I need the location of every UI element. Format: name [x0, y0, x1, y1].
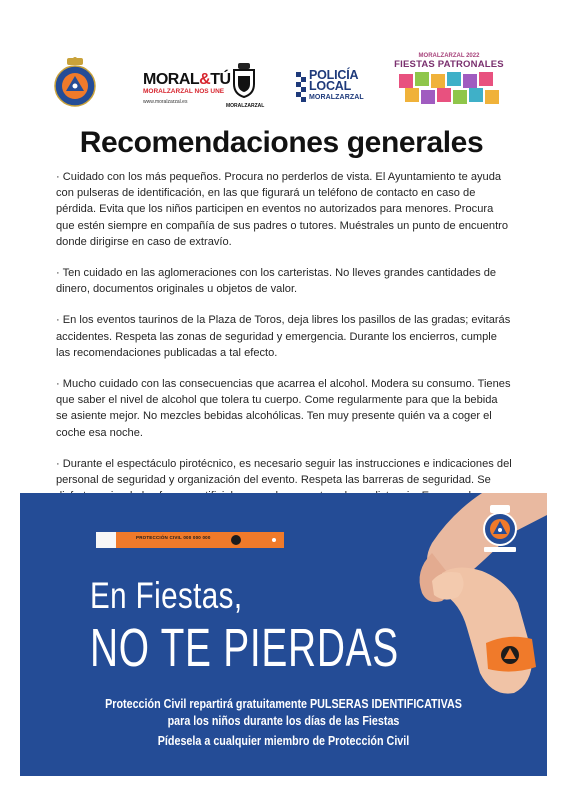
paragraph-fireworks: · Durante el espectáculo pirotécnico, es necesario seguir las instrucciones e indicaciones del personal de seguridad y organización del evento. Respeta las barreras de seguridad. Se [56, 457, 512, 487]
paragraph-pickpockets: · Ten cuidado en las aglomeraciones con los carteristas. No lleves grandes cantidades de dinero, documentos originales u objetos de valor. [56, 267, 497, 296]
ayuntamiento-label: MORALZARZAL [226, 103, 265, 109]
ayuntamiento-logo [226, 62, 265, 112]
headline-no-te-pierdas: NO TE PIERDAS [90, 618, 399, 678]
headline-en-fiestas: En Fiestas, [90, 575, 243, 616]
colored-cubes-icon [397, 70, 501, 106]
banner-line-3: Pídesela a cualquier miembro de Protección Civil [157, 734, 410, 748]
policia-label: POLICÍA [309, 68, 359, 82]
moraltu-website: www.moralzarzal.es [143, 99, 188, 105]
banner-message [20, 696, 547, 750]
banner-line-2: para los niños durante los días de las Fiestas [167, 714, 400, 728]
coat-of-arms-icon [231, 62, 257, 98]
logo-row [0, 52, 563, 112]
paragraph-bullfights: · En los eventos taurinos de la Plaza de Toros, deja libres los pasillos de las gradas; evitarás accidentes. Respeta las zonas de seguridad y emergencia. Durante los encierros, cumple las recomendaciones publicadas a tal efecto. [56, 314, 511, 359]
moraltu-subtitle: MORALZARZAL NOS UNE [143, 88, 225, 95]
fiestas-year-label: MORALZARZAL 2022 [418, 53, 480, 59]
wristband-banner [20, 493, 547, 776]
fiestas-title: FIESTAS PATRONALES [394, 59, 504, 70]
paragraph-alcohol: · Mucho cuidado con las consecuencias que acarrea el alcohol. Modera su consumo. Tienes que saber el nivel de alcohol que tolera tu cuerpo. Come regularmente para que la bebida se asiente mejor. No mezcles bebidas alcohólicas. Ten muy presente quién va a coger el coche esa noche. [56, 378, 511, 439]
page-title: Recomendaciones generales [79, 126, 484, 159]
fiestas-patronales-logo [393, 52, 505, 108]
paragraph-children: · Cuidado con los más pequeños. Procura no perderlos de vista. El Ayuntamiento te ayuda con pulseras de identificación, en las que figurará un teléfono de contacto en caso de pérdida. Evita que los niños participen en eventos no autorizados para menores. Procura que estén siempre en compañía de sus padres o tutores. Muéstrales un punto de encuentro donde dirigirse en caso de extravío. [56, 171, 509, 248]
wristband-sample [96, 528, 284, 552]
checker-band-icon [296, 72, 306, 104]
banner-line-1: Protección Civil repartirá gratuitamente PULSERAS IDENTIFICATIVAS [105, 697, 462, 711]
wristband-text: PROTECCIÓN CIVIL 000 000 000 [136, 535, 211, 540]
moraltu-title: MORAL&TÚ [143, 71, 231, 88]
recommendations-body [56, 169, 512, 536]
local-label: LOCAL [309, 79, 352, 93]
proteccion-civil-logo [53, 56, 97, 108]
policia-local-logo [296, 70, 386, 110]
policia-town-label: MORALZARZAL [309, 94, 364, 101]
